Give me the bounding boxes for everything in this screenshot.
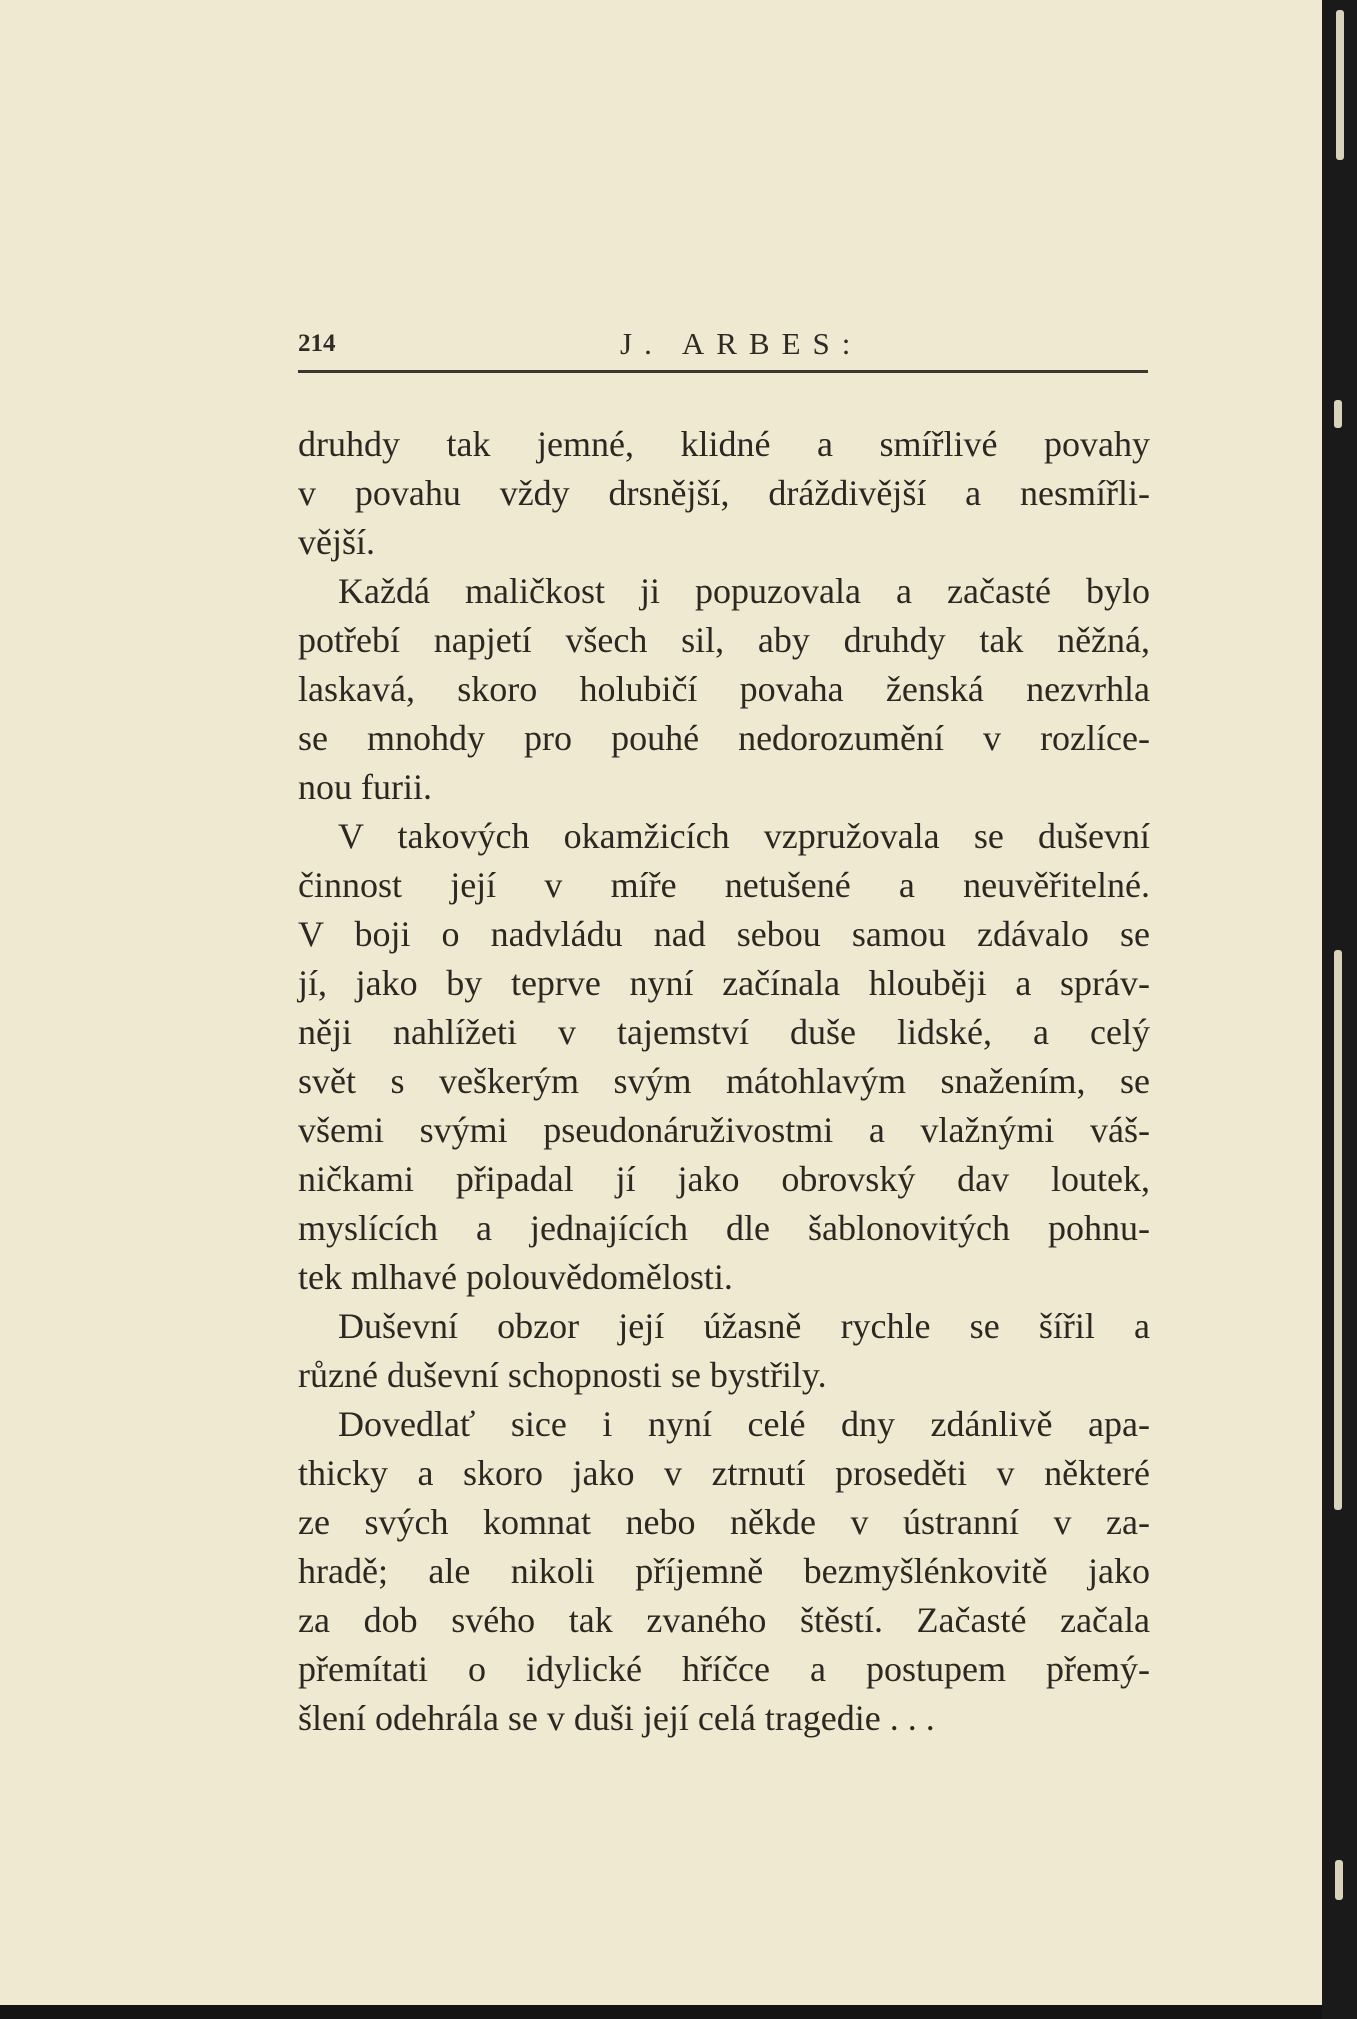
- scan-edge: [1322, 0, 1357, 2019]
- running-head: J. ARBES:: [620, 326, 863, 361]
- text-line: V takových okamžicích vzpružovala se duševní: [338, 816, 1150, 856]
- text-line: něji nahlížeti v tajemství duše lidské, a celý: [298, 1012, 1150, 1052]
- page-header: [298, 326, 1146, 370]
- header-rule: [298, 370, 1148, 373]
- text-line: thicky a skoro jako v ztrnutí proseděti v některé: [298, 1453, 1150, 1493]
- text-line: v povahu vždy drsnější, dráždivější a nesmířli-: [298, 473, 1150, 513]
- text-line: různé duševní schopnosti se bystřily.: [298, 1355, 827, 1395]
- text-line: za dob svého tak zvaného štěstí. Začasté začala: [298, 1600, 1150, 1640]
- text-line: vější.: [298, 522, 375, 562]
- text-line: činnost její v míře netušené a neuvěřitelné.: [298, 865, 1150, 905]
- text-line: Duševní obzor její úžasně rychle se šířil a: [338, 1306, 1150, 1346]
- text-line: tek mlhavé polouvědomělosti.: [298, 1257, 733, 1297]
- edge-mark: [1334, 950, 1342, 1510]
- body-text: [298, 420, 1150, 1743]
- text-line: ničkami připadal jí jako obrovský dav loutek,: [298, 1159, 1150, 1199]
- text-line: všemi svými pseudonáruživostmi a vlažnými váš-: [298, 1110, 1150, 1150]
- text-line: Každá maličkost ji popuzovala a začasté bylo: [338, 571, 1150, 611]
- text-line: nou furii.: [298, 767, 432, 807]
- text-line: šlení odehrála se v duši její celá tragedie . . .: [298, 1698, 935, 1738]
- page-number: 214: [298, 330, 336, 357]
- edge-mark: [1335, 1860, 1343, 1900]
- text-line: Dovedlať sice i nyní celé dny zdánlivě apa-: [338, 1404, 1150, 1444]
- text-line: druhdy tak jemné, klidné a smířlivé povahy: [298, 424, 1150, 464]
- text-line: svět s veškerým svým mátohlavým snažením, se: [298, 1061, 1150, 1101]
- text-line: potřebí napjetí všech sil, aby druhdy tak něžná,: [298, 620, 1150, 660]
- text-line: V boji o nadvládu nad sebou samou zdávalo se: [298, 914, 1150, 954]
- edge-mark: [1336, 10, 1344, 160]
- text-line: laskavá, skoro holubičí povaha ženská nezvrhla: [298, 669, 1150, 709]
- text-line: hradě; ale nikoli příjemně bezmyšlénkovitě jako: [298, 1551, 1150, 1591]
- edge-mark: [1334, 400, 1342, 428]
- text-line: myslících a jednajících dle šablonovitých pohnu-: [298, 1208, 1150, 1248]
- text-line: jí, jako by teprve nyní začínala hlouběji a správ-: [298, 963, 1150, 1003]
- text-line: přemítati o idylické hříčce a postupem přemý-: [298, 1649, 1150, 1689]
- text-line: ze svých komnat nebo někde v ústranní v za-: [298, 1502, 1150, 1542]
- text-line: se mnohdy pro pouhé nedorozumění v rozlíce-: [298, 718, 1150, 758]
